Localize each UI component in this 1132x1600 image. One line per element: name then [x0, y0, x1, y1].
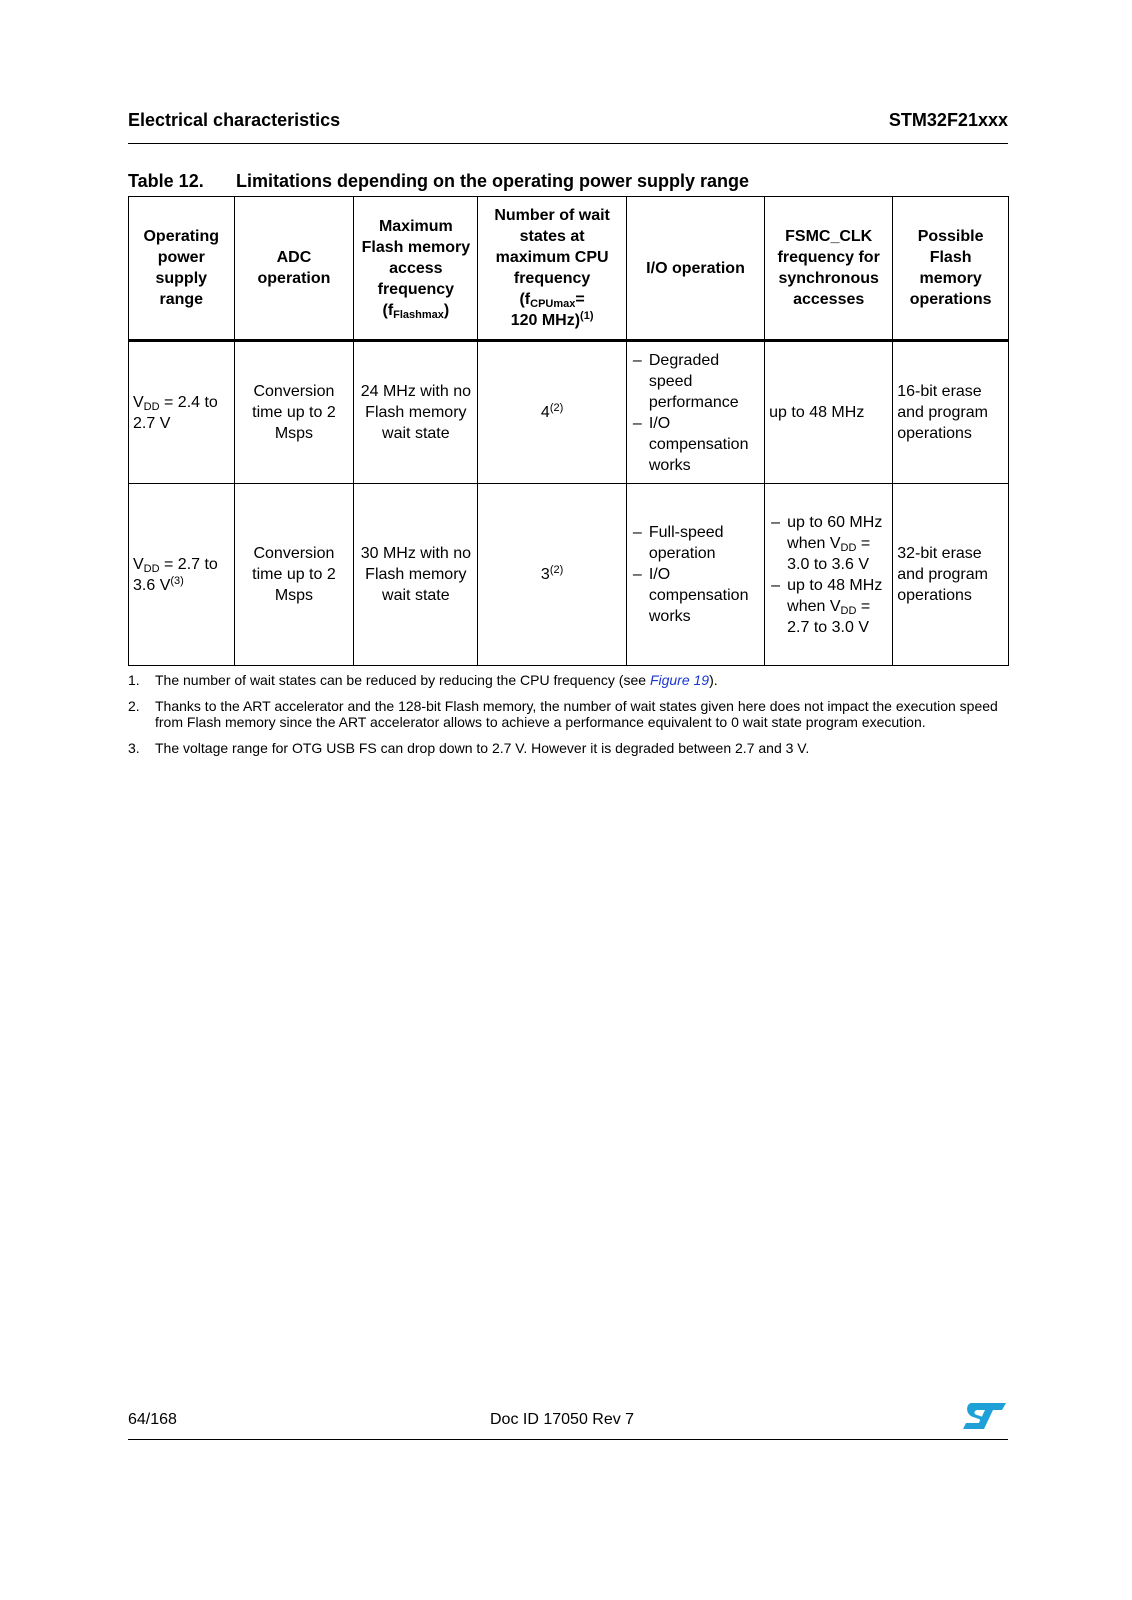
note-number: 1.	[128, 672, 140, 688]
page-number: 64/168	[128, 1411, 177, 1428]
cell-adc-operation: Conversion time up to 2 Msps	[234, 484, 354, 666]
limitations-table	[128, 196, 1009, 666]
table-notes	[128, 672, 1008, 766]
table-note	[128, 740, 1008, 756]
header-flash-operations: Possible Flash memory operations	[893, 197, 1009, 341]
cell-io-operation	[626, 484, 764, 666]
page-footer	[128, 1411, 1008, 1440]
note-text: The voltage range for OTG USB FS can drop down to 2.7 V. However it is degraded between 2.7 and 3 V.	[155, 740, 810, 756]
list-item: – Degraded speed performance	[631, 350, 760, 413]
table-row	[129, 341, 1009, 484]
cell-flash-operations: 32-bit erase and program operations	[893, 484, 1009, 666]
cell-fsmc-clk	[765, 484, 893, 666]
cell-io-operation	[626, 341, 764, 484]
list-item: – up to 60 MHz when $V_{DD} = 3.0$ to 3.6 V	[769, 512, 888, 575]
header-io-operation: I/O operation	[626, 197, 764, 341]
cell-wait-states: 4$^{(2)}$	[478, 341, 627, 484]
part-number: STM32F21xxx	[888, 110, 1008, 130]
table-note	[128, 698, 1008, 730]
list-item: – I/O compensation works	[631, 413, 760, 476]
cell-wait-states: 3$^{(2)}$	[478, 484, 627, 666]
cell-supply-range: $V_{DD} = 2.4$ to 2.7 V	[129, 341, 235, 484]
cell-adc-operation: Conversion time up to 2 Msps	[234, 341, 354, 484]
header-wait-states: Number of wait states at maximum CPU frequency ($f_{CPUmax}=$ 120 MHz)$^{(1)}$	[478, 197, 627, 341]
table-title: Limitations depending on the operating power supply range	[236, 171, 750, 191]
st-logo-icon	[962, 1401, 1008, 1436]
page-header	[128, 110, 1008, 144]
table-header-row	[129, 197, 1009, 341]
cell-flash-frequency: 24 MHz with no Flash memory wait state	[354, 341, 478, 484]
cell-flash-frequency: 30 MHz with no Flash memory wait state	[354, 484, 478, 666]
note-text: Thanks to the ART accelerator and the 128-bit Flash memory, the number of wait states given here does not impact the execution speed from Flash memory since the ART accelerator allows to achieve a performance equivalent to 0 wait state program execution.	[155, 698, 998, 730]
header-fsmc-clk: FSMC_CLK frequency for synchronous accesses	[765, 197, 893, 341]
doc-id: Doc ID 17050 Rev 7	[490, 1411, 635, 1428]
list-item: – Full-speed operation	[631, 522, 760, 564]
cell-fsmc-clk: up to 48 MHz	[765, 341, 893, 484]
list-item: – up to 48 MHz when $V_{DD} = 2.7$ to 3.0 V	[769, 575, 888, 638]
table-row	[129, 484, 1009, 666]
header-supply-range: Operating power supply range	[129, 197, 235, 341]
note-number: 3.	[128, 740, 140, 756]
figure-link[interactable]: Figure 19	[649, 672, 710, 688]
table-number: Table 12.	[128, 171, 204, 191]
cell-flash-operations: 16-bit erase and program operations	[893, 341, 1009, 484]
note-number: 2.	[128, 698, 140, 714]
header-adc-operation: ADC operation	[234, 197, 354, 341]
cell-supply-range: $V_{DD} = 2.7$ to 3.6 $V^{(3)}$	[129, 484, 235, 666]
section-title: Electrical characteristics	[128, 110, 341, 130]
table-caption	[128, 171, 749, 192]
table-note: 1. The number of wait states can be reduced by reducing the CPU frequency (see Figure 19).	[128, 672, 718, 688]
header-flash-frequency: Maximum Flash memory access frequency $(f_{Flashmax})$	[354, 197, 478, 341]
list-item: – I/O compensation works	[631, 564, 760, 627]
